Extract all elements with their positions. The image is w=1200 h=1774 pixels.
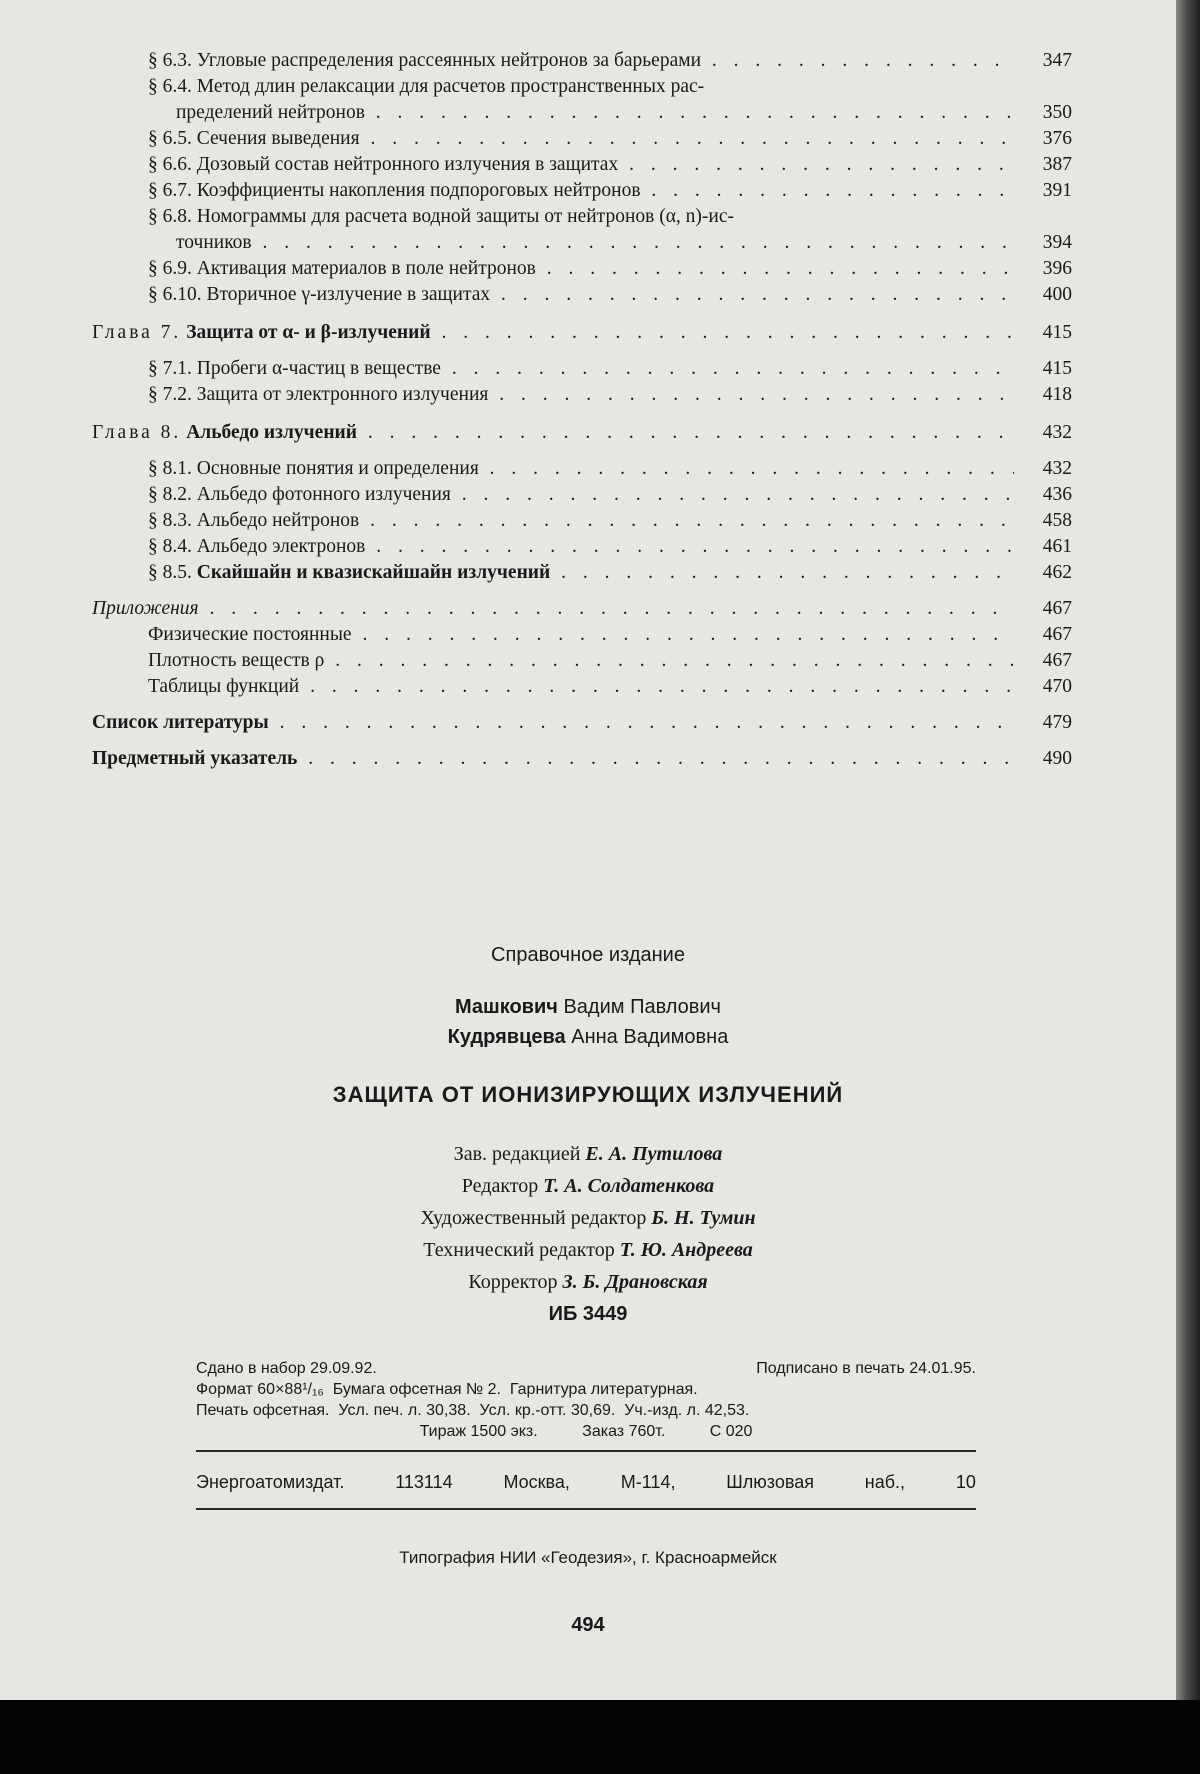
toc-entry-page: 415 [1042, 358, 1072, 379]
submitted-date: Сдано в набор 29.09.92. [196, 1360, 377, 1377]
toc-chapter-title: Альбедо излучений [186, 422, 358, 443]
scan-bottom-band [0, 1700, 1200, 1774]
format-line: Формат 60×88¹/₁₆ Бумага офсетная № 2. Гарнитура литературная. [196, 1381, 698, 1398]
toc-entry-title: Дозовый состав нейтронного излучения в защитах [196, 154, 619, 175]
divider-top [196, 1450, 976, 1452]
order-number: Заказ 760т. [582, 1423, 666, 1440]
toc-entry-num: § 8.5. [148, 562, 192, 583]
toc-entry-continuation [92, 230, 1072, 256]
toc-entry-num: § 6.10. [148, 284, 202, 305]
edition-type: Справочное издание [491, 944, 685, 966]
toc-entry-title: Физические постоянные . . . [148, 622, 1014, 648]
toc-entry-title: Номограммы для расчета водной защиты от нейтронов (α, n)-ис- [196, 206, 734, 227]
toc-entry [92, 382, 1072, 408]
credits [0, 1138, 1176, 1330]
toc-entry-page: 387 [1042, 154, 1072, 175]
print-line: Печать офсетная. Усл. печ. л. 30,38. Усл. кр.-отт. 30,69. Уч.-изд. л. 42,53. [196, 1402, 750, 1419]
credit-line: Редактор Т. А. Солдатенкова [461, 1175, 715, 1197]
toc-entry [92, 482, 1072, 508]
author-2-last: Кудрявцева [447, 1026, 566, 1048]
toc-entry-page: 462 [1042, 562, 1072, 583]
toc-chapter [92, 420, 1072, 446]
toc-entry [92, 508, 1072, 534]
toc-entry-num: § 6.9. [148, 258, 192, 279]
divider-bottom [196, 1508, 976, 1510]
toc-entry-page: 415 [1042, 322, 1072, 343]
toc-entry-title: Пробеги α-частиц в веществе [196, 358, 441, 379]
toc-entry [92, 674, 1072, 700]
printer-info: Типография НИИ «Геодезия», г. Красноармейск [399, 1548, 777, 1567]
toc-entry [92, 256, 1072, 282]
signed-date: Подписано в печать 24.01.95. [756, 1360, 976, 1377]
toc-appendix [92, 596, 1072, 622]
toc-entry-title: Метод длин релаксации для расчетов пространственных рас- [196, 76, 705, 97]
toc-entry-title: Коэффициенты накопления подпороговых нейтронов [196, 180, 641, 201]
toc-entry-num: § 6.8. [148, 206, 192, 227]
toc-entry-page: 347 [1042, 50, 1072, 71]
toc-entry-page: 391 [1042, 180, 1072, 201]
toc-entry [92, 74, 1072, 100]
toc-entry [92, 204, 1072, 230]
toc-entry-num: § 7.2. [148, 384, 192, 405]
toc-entry-title: Вторичное γ-излучение в защитах [206, 284, 491, 305]
toc-subject-index [92, 746, 1072, 772]
toc-entry [92, 48, 1072, 74]
toc-entry-page: 467 [1042, 650, 1072, 671]
toc-entry-page: 467 [1042, 624, 1072, 645]
book-page-edge [1176, 0, 1200, 1774]
toc-entry [92, 152, 1072, 178]
toc-entry-page: 418 [1042, 384, 1072, 405]
credit-line: Художественный редактор Б. Н. Тумин [420, 1207, 756, 1229]
table-of-contents [92, 48, 1072, 772]
toc-entry-num: § 7.1. [148, 358, 192, 379]
toc-entry-title: Список литературы [92, 712, 269, 733]
toc-entry-title: Альбедо электронов [196, 536, 366, 557]
author-1-last: Машкович [455, 996, 558, 1018]
toc-entry [92, 282, 1072, 308]
toc-chapter-num: Глава 8. [92, 422, 182, 443]
toc-entry-page: 436 [1042, 484, 1072, 505]
toc-entry-page: 467 [1042, 598, 1072, 619]
circulation-line [196, 1421, 976, 1442]
toc-entry-title: Таблицы функций . . . [148, 674, 1014, 700]
circulation: Тираж 1500 экз. [419, 1423, 538, 1440]
publisher-house-prefix: наб., [864, 1472, 906, 1492]
publisher-street: Шлюзовая [726, 1472, 814, 1492]
toc-entry-page: 490 [1042, 748, 1072, 769]
publication-data [196, 1358, 976, 1442]
publisher-zone: М-114, [620, 1472, 676, 1492]
toc-entry-title: Скайшайн и квазискайшайн излучений [196, 562, 551, 583]
toc-entry-num: § 6.3. [148, 50, 192, 71]
toc-entry-page: 461 [1042, 536, 1072, 557]
toc-entry-page: 479 [1042, 712, 1072, 733]
author-2-first: Анна Вадимовна [571, 1026, 729, 1048]
toc-entry [92, 622, 1072, 648]
toc-entry [92, 178, 1072, 204]
author-2 [0, 1022, 1176, 1052]
imprint [0, 940, 1176, 1330]
toc-entry-title-cont: точников . . . [148, 230, 1014, 256]
toc-entry-title: Основные понятия и определения [196, 458, 479, 479]
author-1 [0, 992, 1176, 1022]
toc-entry-page: 376 [1042, 128, 1072, 149]
toc-entry-title: Защита от электронного излучения [196, 384, 489, 405]
toc-appendix-title: Приложения [92, 598, 199, 619]
toc-entry-num: § 6.6. [148, 154, 192, 175]
toc-chapter [92, 320, 1072, 346]
toc-entry [92, 534, 1072, 560]
page-number: 494 [571, 1614, 605, 1636]
toc-bibliography [92, 710, 1072, 736]
toc-entry-title: Предметный указатель [92, 748, 298, 769]
toc-entry-continuation [92, 100, 1072, 126]
toc-entry-title: Альбедо нейтронов [196, 510, 360, 531]
author-1-first: Вадим Павлович [563, 996, 721, 1018]
toc-entry-num: § 6.7. [148, 180, 192, 201]
toc-entry-num: § 6.5. [148, 128, 192, 149]
toc-entry-page: 350 [1042, 102, 1072, 123]
publisher-postcode: 113114 [395, 1472, 453, 1492]
publisher-name: Энергоатомиздат. [196, 1472, 345, 1492]
publisher-house-num: 10 [955, 1472, 976, 1492]
toc-entry-title: Сечения выведения [196, 128, 360, 149]
toc-entry-page: 470 [1042, 676, 1072, 697]
toc-entry-page: 394 [1042, 232, 1072, 253]
toc-entry-title: Плотность веществ ρ . . . [148, 648, 1014, 674]
ib-number: ИБ 3449 [548, 1303, 628, 1325]
toc-entry [92, 560, 1072, 586]
price-code: С 020 [709, 1423, 753, 1440]
toc-entry-title: Альбедо фотонного излучения [196, 484, 451, 505]
credit-line: Зав. редакцией Е. А. Путилова [453, 1143, 723, 1165]
toc-entry [92, 126, 1072, 152]
toc-entry-page: 400 [1042, 284, 1072, 305]
toc-chapter-title: Защита от α- и β-излучений [186, 322, 431, 343]
toc-entry-page: 396 [1042, 258, 1072, 279]
toc-entry-num: § 6.4. [148, 76, 192, 97]
book-title: ЗАЩИТА ОТ ИОНИЗИРУЮЩИХ ИЗЛУЧЕНИЙ [332, 1082, 844, 1107]
toc-entry-num: § 8.1. [148, 458, 192, 479]
credit-line: Технический редактор Т. Ю. Андреева [423, 1239, 753, 1261]
toc-entry [92, 456, 1072, 482]
toc-entry [92, 356, 1072, 382]
toc-entry-num: § 8.2. [148, 484, 192, 505]
credit-line: Корректор З. Б. Драновская [468, 1271, 708, 1293]
toc-entry-page: 432 [1042, 458, 1072, 479]
toc-entry [92, 648, 1072, 674]
publisher-address [196, 1472, 976, 1493]
toc-entry-num: § 8.3. [148, 510, 192, 531]
toc-chapter-num: Глава 7. [92, 322, 182, 343]
toc-entry-page: 432 [1042, 422, 1072, 443]
toc-entry-num: § 8.4. [148, 536, 192, 557]
toc-entry-title: Угловые распределения рассеянных нейтронов за барьерами [196, 50, 702, 71]
toc-entry-page: 458 [1042, 510, 1072, 531]
toc-entry-title-cont: пределений нейтронов . . . [148, 100, 1014, 126]
publisher-city: Москва, [503, 1472, 570, 1492]
toc-entry-title: Активация материалов в поле нейтронов [196, 258, 536, 279]
